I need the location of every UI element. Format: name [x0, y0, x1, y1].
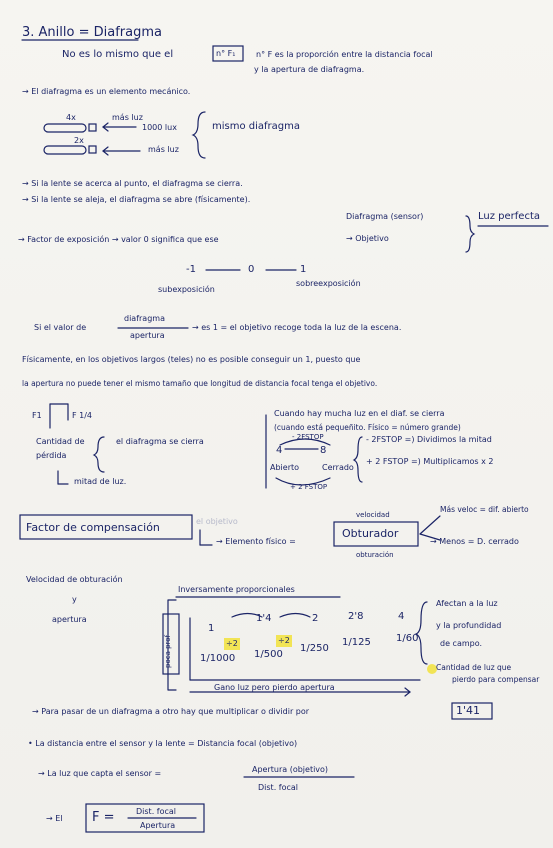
intro-boxed: n° F₁	[216, 49, 236, 58]
cantidad-label: Cantidad de	[36, 437, 85, 446]
plus-2fstop-bottom: + 2 FSTOP	[290, 483, 328, 491]
scale-sub: subexposición	[158, 285, 215, 294]
rule-multiplicamos: + 2 FSTOP =) Multiplicamos x 2	[366, 457, 494, 466]
intro-line1-b: n° F es la proporción entre la distancia focal	[256, 50, 433, 59]
menos-cerrado: → Menos = D. cerrado	[430, 537, 519, 546]
elemento-fisico: → Elemento físico =	[216, 537, 296, 546]
velocidad-left1: Velocidad de obturación	[26, 575, 123, 584]
abierto-label: Abierto	[270, 463, 300, 472]
aperture-1: 1	[208, 623, 215, 634]
speed-125: 1/125	[342, 637, 371, 648]
luz-perfecta: Luz perfecta	[478, 211, 540, 222]
compensacion-ghost: el objetivo	[196, 517, 238, 526]
afectan-1: Afectan a la luz	[436, 599, 498, 608]
speed-1000: 1/1000	[200, 653, 236, 664]
lens-top-square	[89, 124, 96, 131]
minus-2fstop-top: - 2FSTOP	[292, 433, 324, 441]
cantidad-luz-1: Cantidad de luz que	[436, 663, 512, 672]
ratio-prefix: Si el valor de	[34, 323, 87, 332]
mas-veloc: Más veloc = dif. abierto	[440, 505, 529, 514]
f-prefix: → El	[46, 814, 63, 823]
cuando-line1: Cuando hay mucha luz en el diaf. se cierra	[274, 409, 445, 418]
rule-dividimos: - 2FSTOP =) Dividimos la mitad	[366, 435, 492, 444]
scale-sobre: sobreexposición	[296, 279, 361, 288]
factor-exposicion: → Factor de exposición → valor 0 significa que ese	[18, 235, 219, 244]
mitad-luz: mitad de luz.	[74, 477, 127, 486]
obturacion-label: obturación	[356, 551, 394, 559]
rule-acerca: → Si la lente se acerca al punto, el diafragma se cierra.	[22, 179, 243, 188]
rule-aleja: → Si la lente se aleja, el diafragma se abre (físicamente).	[22, 195, 251, 204]
speed-500: 1/500	[254, 649, 283, 660]
velocidad-label: velocidad	[356, 511, 390, 519]
div2-a: ÷2	[226, 639, 238, 648]
ratio-numerator: diafragma	[124, 314, 165, 323]
scale-plus1: 1	[300, 264, 307, 275]
brace-mismo-diafragma: mismo diafragma	[212, 121, 300, 132]
diafragma-sensor: Diafragma (sensor)	[346, 212, 424, 221]
ratio-suffix: → es 1 = el objetivo recoge toda la luz de la escena.	[192, 323, 402, 332]
fstop-4: 4	[276, 445, 283, 456]
label-4x: 4x	[66, 113, 76, 122]
aperture-1-4: 1'4	[256, 613, 272, 624]
velocidad-left2: y	[72, 595, 77, 604]
cantidad-luz-2: pierdo para compensar	[452, 675, 540, 684]
f1-label: F1	[32, 411, 42, 420]
aperture-2-8: 2'8	[348, 611, 364, 622]
label-mas-luz-bottom: más luz	[148, 145, 179, 154]
lens-bottom-square	[89, 146, 96, 153]
f-label: F =	[92, 810, 115, 825]
f-denominator: Apertura	[140, 821, 176, 830]
ratio-line3: la apertura no puede tener el mismo tamaño que longitud de distancia focal tenga el objetivo.	[22, 379, 378, 388]
obturador-label: Obturador	[342, 527, 399, 540]
luz-sensor: → La luz que capta el sensor =	[38, 769, 162, 778]
scale-minus1: -1	[186, 264, 196, 275]
lens-bottom	[44, 146, 86, 154]
compensacion-title: Factor de compensación	[26, 521, 160, 534]
f14-label: F 1/4	[72, 411, 93, 420]
intro-line3: → El diafragma es un elemento mecánico.	[22, 87, 191, 96]
speed-60: 1/60	[396, 633, 419, 644]
intro-line2: y la apertura de diafragma.	[254, 65, 365, 74]
label-mas-luz-top: más luz	[112, 113, 143, 122]
inversamente-title: Inversamente proporcionales	[178, 585, 295, 594]
ratio-denominator: apertura	[130, 331, 165, 340]
dist-focal: Dist. focal	[258, 783, 299, 792]
aperture-2: 2	[312, 613, 319, 624]
f-numerator: Dist. focal	[136, 807, 177, 816]
cuando-line2: (cuando está pequeñito. Físico = número grande)	[274, 423, 461, 432]
speed-250: 1/250	[300, 643, 329, 654]
gano-luz: Gano luz pero pierdo apertura	[214, 683, 335, 692]
div2-b: ÷2	[278, 636, 290, 645]
apertura-objetivo: Apertura (objetivo)	[252, 765, 329, 774]
cerrado-label: Cerrado	[322, 463, 354, 472]
velocidad-left3: apertura	[52, 615, 87, 624]
label-1000lux: 1000 lux	[142, 123, 177, 132]
intro-line1-a: No es lo mismo que el	[62, 49, 174, 60]
pasar-diafragma: → Para pasar de un diafragma a otro hay que multiplicar o dividir por	[32, 707, 310, 716]
brace-lens	[193, 112, 205, 158]
brace-diafragma-cierra: el diafragma se cierra	[116, 437, 204, 446]
afectan-3: de campo.	[440, 639, 483, 648]
fstop-8: 8	[320, 445, 327, 456]
valor-141: 1'41	[456, 704, 481, 717]
objetivo: → Objetivo	[346, 234, 389, 243]
ratio-line2: Físicamente, en los objetivos largos (teles) no es posible conseguir un 1, puesto que	[22, 355, 361, 364]
perdida-label: pérdida	[36, 451, 67, 460]
label-2x: 2x	[74, 136, 84, 145]
afectan-2: y la profundidad	[436, 621, 502, 630]
aperture-4: 4	[398, 611, 405, 622]
page-title: 3. Anillo = Diafragma	[22, 25, 162, 40]
poca-prof: poca prof	[164, 634, 172, 668]
scale-zero: 0	[248, 264, 255, 275]
lens-top	[44, 124, 86, 132]
distancia-sensor: • La distancia entre el sensor y la lente = Distancia focal (objetivo)	[28, 739, 298, 748]
